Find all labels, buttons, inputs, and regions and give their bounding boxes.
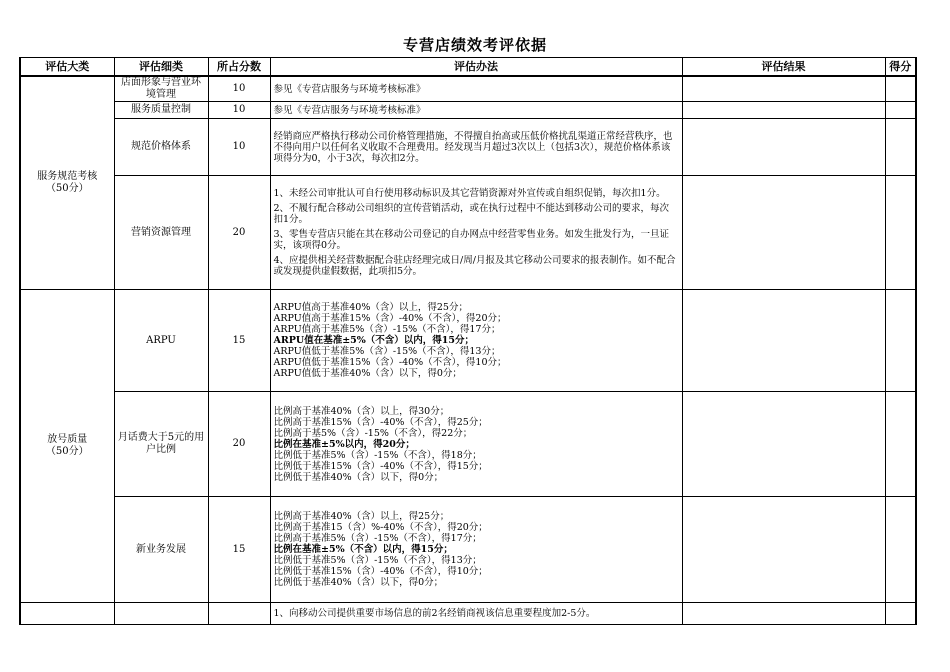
points-cell[interactable] [885,497,916,603]
page-title: 专营店绩效考评依据 [402,36,547,54]
method-line: ARPU值低于基准5%（含）-15%（不含），得13分； [273,346,501,357]
col-header-method: 评估办法 [270,58,682,77]
method-cell [270,76,682,102]
table-row [20,290,916,392]
subcategory-cell: 月话费大于5元的用户比例 [114,392,208,497]
score-cell: 10 [208,76,270,102]
score-cell: 20 [208,176,270,290]
table-row [20,392,916,497]
score-cell: 10 [208,119,270,176]
result-cell[interactable] [682,603,885,625]
col-header-points: 得分 [885,58,916,77]
header-row [20,58,916,77]
subcategory-cell [114,603,208,625]
method-line: 1、向移动公司提供重要市场信息的前2名经销商视该信息重要程度加2-5分。 [273,608,596,619]
table-row [20,497,916,603]
table-row [20,603,916,625]
subcategory-cell: 营销资源管理 [114,176,208,290]
method-line: 比例高于基准5%（含）-15%（不含），得17分； [273,533,482,544]
method-line: 比例低于基准40%（含）以下，得0分； [273,471,444,483]
method-line: ARPU值低于基准40%（含）以下，得0分； [273,368,462,379]
subcategory-cell: ARPU [114,290,208,392]
method-cell [270,119,682,176]
method-cell [270,497,682,603]
method-line: 比例高于基准15%（含）-40%（不含），得25分； [273,416,488,428]
table-row [20,119,916,176]
col-header-result: 评估结果 [682,58,885,77]
evaluation-table [19,57,917,625]
points-cell[interactable] [885,290,916,392]
subcategory-cell: 新业务发展 [114,497,208,603]
method-line: ARPU值高于基准40%（含）以上，得25分； [273,302,468,313]
points-cell[interactable] [885,102,916,119]
score-cell [208,603,270,625]
method-line: 比例低于基准5%（含）-15%（不含），得13分； [273,555,482,566]
result-cell[interactable] [682,290,885,392]
points-cell[interactable] [885,392,916,497]
score-cell: 15 [208,497,270,603]
method-line: 比例低于基准15%（含）-40%（不含），得15分； [273,460,488,472]
result-cell[interactable] [682,497,885,603]
points-cell[interactable] [885,76,916,102]
method-paragraph: 1、未经公司审批认可自行使用移动标识及其它营销资源对外宣传或自组织促销，每次扣1分。 [273,188,666,199]
method-line: ARPU值低于基准15%（含）-40%（不含），得10分； [273,357,507,368]
result-cell[interactable] [682,176,885,290]
category-cell-bonus [20,603,114,625]
col-header-subcategory: 评估细类 [114,58,208,77]
method-cell [270,392,682,497]
subcategory-cell: 服务质量控制 [114,102,208,119]
method-line: 参见《专营店服务与环境考核标准》 [273,83,426,95]
result-cell[interactable] [682,119,885,176]
points-cell[interactable] [885,176,916,290]
method-line-highlight: ARPU值在基准±5%（不含）以内，得15分； [273,335,475,346]
method-cell [270,176,682,290]
method-paragraph: 3、零售专营店只能在其在移动公司登记的自办网点中经营零售业务。如发生批发行为，一旦证实，该项得0分。 [273,229,670,251]
subcategory-cell: 店面形象与营业环境管理 [114,76,208,102]
method-line: 参见《专营店服务与环境考核标准》 [273,104,426,116]
col-header-score: 所占分数 [208,58,270,77]
result-cell[interactable] [682,392,885,497]
method-paragraph: 2、不履行配合移动公司组织的宣传营销活动，或在执行过程中不能达到移动公司的要求，每次扣1分。 [273,203,670,225]
result-cell[interactable] [682,76,885,102]
col-header-category: 评估大类 [20,58,114,77]
method-line: 比例低于基准15%（含）-40%（不含），得10分； [273,566,488,577]
method-cell [270,603,682,625]
method-line-highlight: 比例在基准±5%以内，得20分； [273,438,415,450]
table-row [20,76,916,102]
method-line: 比例高于基准15（含）%-40%（不含），得20分； [273,522,488,533]
method-line: 比例高于基准40%（含）以上，得25分； [273,511,450,522]
method-cell [270,290,682,392]
score-cell: 15 [208,290,270,392]
score-cell: 20 [208,392,270,497]
table-row [20,102,916,119]
method-cell [270,102,682,119]
result-cell[interactable] [682,102,885,119]
points-cell[interactable] [885,603,916,625]
method-line: 比例低于基准5%（含）-15%（不含），得18分； [273,449,482,461]
method-line-highlight: 比例在基准±5%（不含）以内，得15分； [273,544,453,555]
method-line: 比例高于基5%（含）-15%（不含），得22分； [273,427,473,439]
table-row [20,176,916,290]
method-paragraph: 4、应提供相关经营数据配合驻店经理完成日/周/月报及其它移动公司要求的报表制作。如不配合或发现提供虚假数据，此项扣5分。 [273,255,676,277]
category-cell-number-quality: 放号质量 （50分） [20,290,114,603]
method-line: 比例低于基准40%（含）以下，得0分； [273,577,444,588]
method-line: ARPU值高于基准5%（含）-15%（不含），得17分； [273,324,501,335]
category-cell-service: 服务规范考核 （50分） [20,76,114,290]
method-paragraph: 经销商应严格执行移动公司价格管理措施，不得擅自抬高或压低价格扰乱渠道正常经营秩序，也不得向用户以任何名义收取不合理费用。经发现当月超过3次以上（包括3次），规范价格体系该项得分为0，小于3次，每次扣2分。 [273,130,673,164]
method-line: 比例高于基准40%（含）以上，得30分； [273,405,450,417]
subcategory-cell: 规范价格体系 [114,119,208,176]
points-cell[interactable] [885,119,916,176]
method-line: ARPU值高于基准15%（含）-40%（不含），得20分； [273,313,507,324]
score-cell: 10 [208,102,270,119]
